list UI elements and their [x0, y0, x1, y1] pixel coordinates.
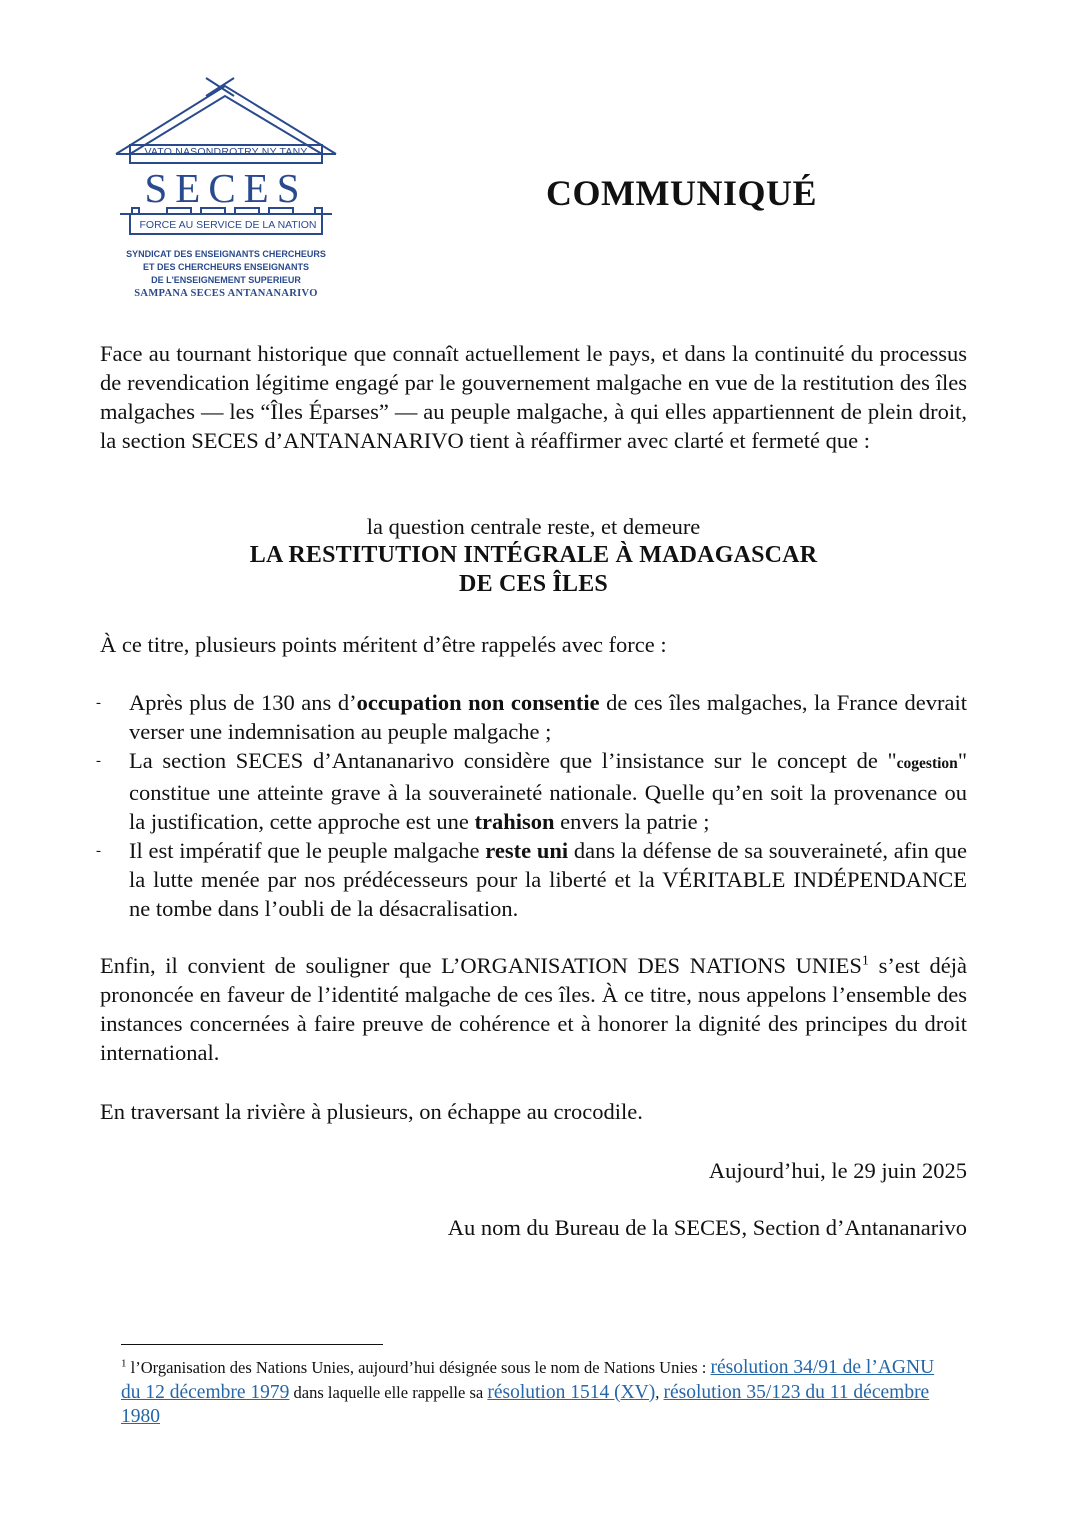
footnote-text: , [655, 1382, 664, 1402]
footnote-marker: 1 [121, 1357, 127, 1370]
footnote-text: l’Organisation des Nations Unies, aujourd’hui désignée sous le nom de Nations Unies : [126, 1358, 711, 1377]
logo-acronym: SECES [144, 165, 308, 211]
point-text: dans la défense de sa souveraineté, afin que la lutte menée par nos prédécesseurs pour la liberté et la VÉRITABLE INDÉPENDANCE ne tombe dans l’oubli de la désacralisation. [129, 838, 967, 921]
footnote-reference[interactable]: 1 [861, 953, 869, 969]
bullet-dash: - [96, 843, 101, 859]
point-text: La section SECES d’Antananarivo considère que l’insistance sur le concept de " [129, 748, 897, 773]
onu-text: s’est déjà prononcée en faveur de l’identité malgache de ces îles. À ce titre, nous appelons l’ensemble des instances concernées à faire preuve de cohérence et à honorer la dignité des principes du droit international. [100, 953, 967, 1065]
point-emphasis: trahison [474, 809, 555, 834]
footnote-text: dans laquelle elle rappelle sa [289, 1382, 488, 1402]
point-text: Après plus de 130 ans d’ [129, 690, 357, 715]
resolution-35-123-link[interactable]: résolution 35/123 du 11 décembre 1980 [121, 1381, 930, 1427]
central-statement-lead: la question centrale reste, et demeure [366, 514, 701, 539]
bullet-dash: - [96, 695, 101, 711]
resolution-1514-link[interactable]: résolution 1514 (XV) [487, 1381, 656, 1403]
point-emphasis: reste uni [485, 838, 569, 863]
proverb: En traversant la rivière à plusieurs, on échappe au crocodile. [100, 1099, 643, 1124]
signature-line: Au nom du Bureau de la SECES, Section d’Antananarivo [447, 1215, 967, 1240]
logo-motto: VATO NASONDROTRY NY TANY [144, 146, 308, 158]
logo-syndicat-line: SYNDICAT DES ENSEIGNANTS CHERCHEURS [126, 249, 326, 259]
bullet-dash: - [96, 753, 101, 769]
seces-logo [110, 74, 340, 306]
document-date: Aujourd’hui, le 29 juin 2025 [708, 1158, 967, 1183]
intro-paragraph: Face au tournant historique que connaît actuellement le pays, et dans la continuité du processus de revendication légitime engagé par le gouvernement malgache en vue de la restitution des îles malgaches — les “Îles Éparses” — au peuple malgache, à qui elles appartiennent de plein droit, la section SECES d’ANTANANARIVO tient à réaffirmer avec clarté et fermeté que : [100, 341, 967, 453]
central-statement [100, 512, 967, 599]
point-emphasis: occupation non consentie [356, 690, 600, 715]
central-statement-headline-cont: DE CES ÎLES [459, 571, 608, 597]
points-intro: À ce titre, plusieurs points méritent d’être rappelés avec force : [100, 632, 667, 657]
footnote-separator [121, 1344, 383, 1345]
logo-syndicat-text [110, 248, 342, 287]
document-title: COMMUNIQUÉ [546, 173, 817, 213]
point-text: Il est impératif que le peuple malgache [129, 838, 486, 863]
point-text: " constitue une atteinte grave à la souveraineté nationale. Quelle qu’en soit la provenance ou la justification, cette approche est une [129, 748, 967, 834]
point-text: envers la patrie ; [554, 809, 710, 834]
list-item [92, 688, 967, 746]
logo-syndicat-line: DE L'ENSEIGNEMENT SUPERIEUR [151, 275, 301, 285]
point-text: de ces îles malgaches, la France devrait verser une indemnisation au peuple malgache ; [129, 690, 967, 744]
onu-text: Enfin, il convient de souligner que L’ORGANISATION DES NATIONS UNIES [100, 953, 862, 978]
footnote [121, 1356, 951, 1430]
central-statement-headline: LA RESTITUTION INTÉGRALE À MADAGASCAR [249, 542, 818, 568]
list-item [92, 746, 967, 836]
cogestion-term: cogestion [896, 755, 958, 772]
logo-syndicat-line: ET DES CHERCHEURS ENSEIGNANTS [142, 262, 310, 272]
onu-paragraph [100, 951, 967, 1067]
logo-tagline: FORCE AU SERVICE DE LA NATION [139, 219, 317, 231]
resolution-34-91-link[interactable]: résolution 34/91 de l’AGNU du 12 décembre 1979 [121, 1357, 935, 1403]
logo-section-name: SAMPANA SECES ANTANANARIVO [134, 288, 318, 299]
points-list [92, 688, 967, 923]
list-item [92, 836, 967, 923]
